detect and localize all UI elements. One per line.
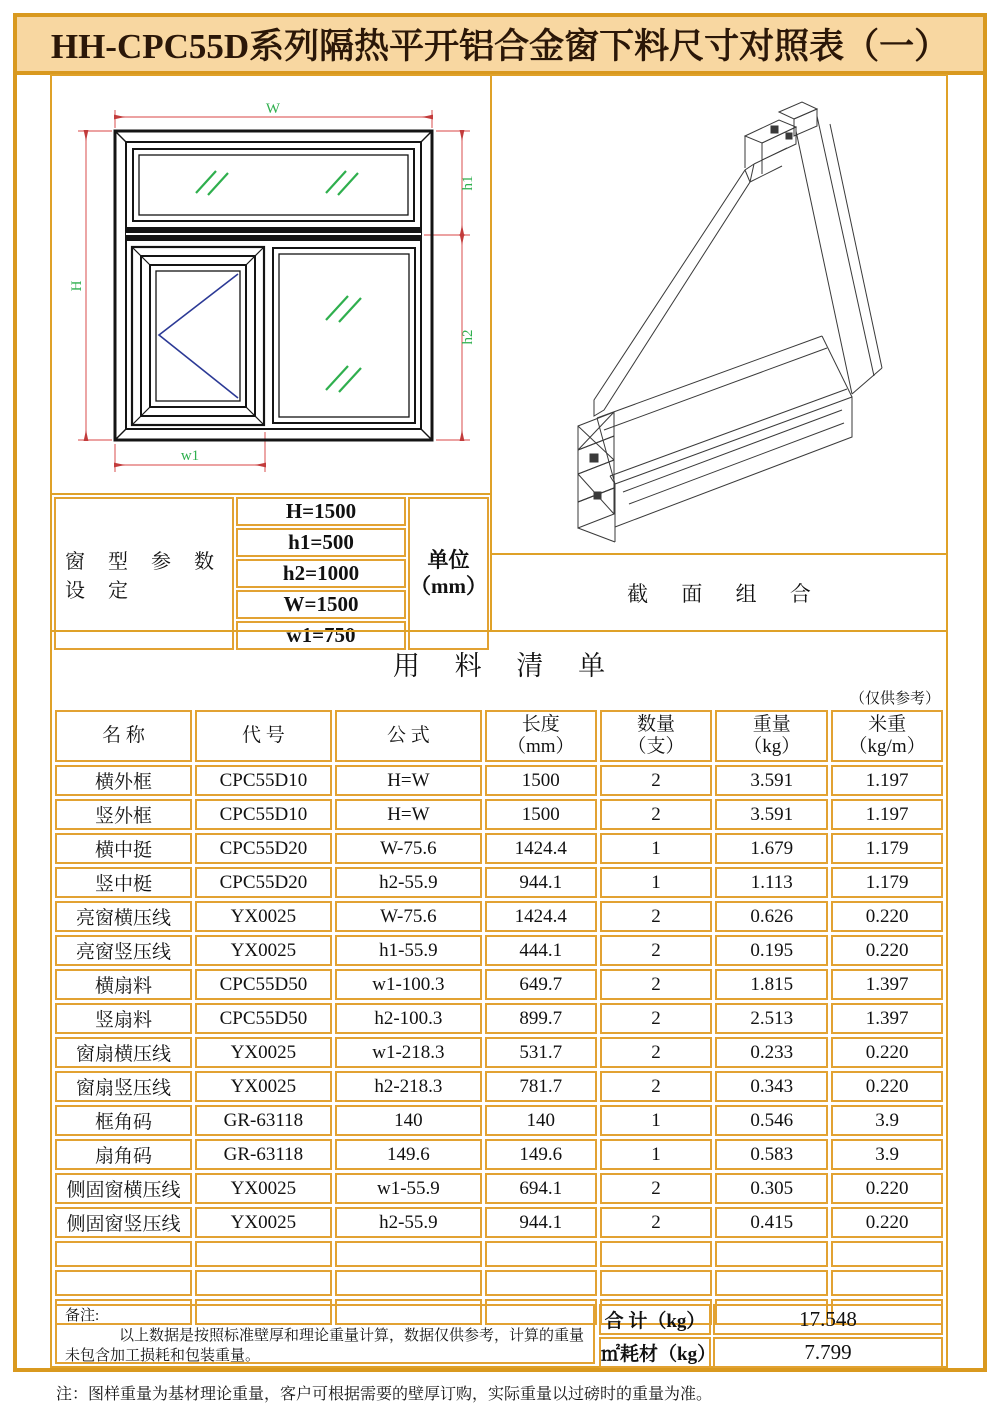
unit-line2: （mm） (410, 573, 487, 598)
table-cell: w1-218.3 (335, 1037, 482, 1068)
bottom-note: 注：图样重量为基材理论重量，客户可根据需要的壁厚订购，实际重量以过磅时的重量为准。 (56, 1386, 713, 1403)
table-row (55, 1173, 943, 1204)
window-diagram-panel (52, 76, 492, 493)
table-cell: 2 (600, 969, 713, 1000)
table-cell: YX0025 (195, 1173, 332, 1204)
table-cell: 0.626 (715, 901, 828, 932)
table-cell: 扇角码 (55, 1139, 192, 1170)
table-cell: 149.6 (485, 1139, 597, 1170)
param-h2: h2=1000 (236, 559, 406, 588)
header-row (55, 710, 943, 762)
total-weight-value: 17.548 (713, 1304, 943, 1335)
table-cell: h2-100.3 (335, 1003, 482, 1034)
table-cell: 1.679 (715, 833, 828, 864)
table-cell: H=W (335, 799, 482, 830)
empty-cell (600, 1241, 713, 1267)
table-row (55, 935, 943, 966)
table-cell: 1424.4 (485, 901, 597, 932)
dim-label-w1: w1 (180, 448, 200, 464)
table-row (55, 1207, 943, 1238)
window-frame (115, 131, 432, 440)
table-cell: 竖外框 (55, 799, 192, 830)
empty-cell (600, 1270, 713, 1296)
column-header: 重量 （kg） (715, 710, 828, 762)
table-cell: 0.195 (715, 935, 828, 966)
params-label: 窗 型 参 数 设 定 (54, 497, 234, 650)
column-header: 公 式 (335, 710, 482, 762)
dim-label-h1: h1 (460, 175, 476, 191)
param-w: W=1500 (236, 590, 406, 619)
title-band (13, 13, 987, 75)
table-cell: 3.9 (831, 1139, 943, 1170)
column-header: 长度 （mm） (485, 710, 597, 762)
table-cell: 亮窗竖压线 (55, 935, 192, 966)
table-row (55, 765, 943, 796)
table-cell: 横中挺 (55, 833, 192, 864)
table-cell: H=W (335, 765, 482, 796)
table-cell: 2 (600, 1207, 713, 1238)
column-header: 代 号 (195, 710, 332, 762)
materials-note: （仅供参考） (849, 691, 940, 707)
table-cell: 3.591 (715, 799, 828, 830)
section-caption: 截 面 组 合 (492, 553, 946, 630)
unit-cell (408, 497, 489, 650)
window-elevation-drawing (52, 76, 490, 493)
empty-cell (55, 1241, 192, 1267)
table-cell: w1-55.9 (335, 1173, 482, 1204)
empty-cell (485, 1270, 597, 1296)
empty-cell (335, 1270, 482, 1296)
empty-cell (195, 1270, 332, 1296)
table-cell: 2 (600, 901, 713, 932)
table-cell: 1.815 (715, 969, 828, 1000)
table-row (55, 1139, 943, 1170)
table-cell: 横扇料 (55, 969, 192, 1000)
empty-cell (831, 1270, 943, 1296)
table-cell: 694.1 (485, 1173, 597, 1204)
materials-table (52, 707, 946, 1328)
table-cell: 0.220 (831, 1173, 943, 1204)
per-sqm-value: 7.799 (713, 1337, 943, 1368)
table-cell: 2 (600, 935, 713, 966)
per-sqm-label: ㎡耗材（kg） (599, 1337, 711, 1368)
table-row (55, 901, 943, 932)
table-cell: 侧固窗竖压线 (55, 1207, 192, 1238)
table-cell: 781.7 (485, 1071, 597, 1102)
total-weight-label: 合 计（kg） (599, 1304, 711, 1335)
empty-cell (831, 1241, 943, 1267)
remark-line1: 以上数据是按照标准壁厚和理论重量计算，数据仅供参考，计算的重量 (119, 1327, 585, 1344)
table-cell: 2 (600, 1071, 713, 1102)
table-cell: 0.220 (831, 1207, 943, 1238)
param-h: H=1500 (236, 497, 406, 526)
window-params-grid (52, 495, 490, 647)
materials-block (52, 630, 946, 1302)
empty-cell (715, 1270, 828, 1296)
table-cell: CPC55D10 (195, 765, 332, 796)
table-cell: YX0025 (195, 901, 332, 932)
empty-row (55, 1270, 943, 1296)
table-cell: 140 (335, 1105, 482, 1136)
param-h1: h1=500 (236, 528, 406, 557)
table-cell: 944.1 (485, 1207, 597, 1238)
table-cell: 0.343 (715, 1071, 828, 1102)
table-cell: 0.415 (715, 1207, 828, 1238)
table-cell: 1.397 (831, 1003, 943, 1034)
table-cell: 1424.4 (485, 833, 597, 864)
table-cell: 1 (600, 867, 713, 898)
table-cell: 0.220 (831, 935, 943, 966)
empty-cell (485, 1241, 597, 1267)
dim-label-h: H (69, 280, 85, 292)
remarks-box (55, 1304, 595, 1364)
table-cell: 0.220 (831, 901, 943, 932)
casement-open-symbol (159, 274, 238, 398)
table-cell: h2-218.3 (335, 1071, 482, 1102)
table-row (55, 799, 943, 830)
table-cell: YX0025 (195, 1207, 332, 1238)
table-row (55, 1105, 943, 1136)
table-cell: 2 (600, 1173, 713, 1204)
table-cell: 横外框 (55, 765, 192, 796)
table-cell: 1.197 (831, 799, 943, 830)
table-cell: 窗扇竖压线 (55, 1071, 192, 1102)
table-cell: 3.9 (831, 1105, 943, 1136)
table-cell: 140 (485, 1105, 597, 1136)
table-cell: CPC55D20 (195, 867, 332, 898)
table-cell: 3.591 (715, 765, 828, 796)
table-cell: 0.233 (715, 1037, 828, 1068)
table-cell: YX0025 (195, 1071, 332, 1102)
table-row (55, 1003, 943, 1034)
page-title: HH-CPC55D系列隔热平开铝合金窗下料尺寸对照表（一） (50, 27, 950, 66)
table-cell: W-75.6 (335, 833, 482, 864)
table-cell: 1.113 (715, 867, 828, 898)
section-assembly-drawing (492, 76, 946, 553)
table-cell: CPC55D50 (195, 969, 332, 1000)
table-cell: 899.7 (485, 1003, 597, 1034)
table-cell: h1-55.9 (335, 935, 482, 966)
dim-label-w: W (265, 101, 281, 117)
empty-cell (55, 1270, 192, 1296)
table-cell: 窗扇横压线 (55, 1037, 192, 1068)
footer-row (52, 1302, 946, 1366)
table-cell: 1.397 (831, 969, 943, 1000)
table-cell: GR-63118 (195, 1139, 332, 1170)
table-cell: 0.583 (715, 1139, 828, 1170)
empty-row (55, 1241, 943, 1267)
table-cell: CPC55D20 (195, 833, 332, 864)
table-cell: 531.7 (485, 1037, 597, 1068)
table-cell: 框角码 (55, 1105, 192, 1136)
table-cell: 1500 (485, 765, 597, 796)
table-row (55, 867, 943, 898)
table-cell: YX0025 (195, 1037, 332, 1068)
empty-cell (195, 1241, 332, 1267)
table-cell: 2 (600, 799, 713, 830)
table-cell: 竖中梃 (55, 867, 192, 898)
table-cell: w1-100.3 (335, 969, 482, 1000)
table-cell: 444.1 (485, 935, 597, 966)
remark-label: 备注: (65, 1308, 100, 1324)
column-header: 名 称 (55, 710, 192, 762)
table-row (55, 969, 943, 1000)
table-cell: 1500 (485, 799, 597, 830)
table-cell: 649.7 (485, 969, 597, 1000)
table-cell: 亮窗横压线 (55, 901, 192, 932)
table-cell: 944.1 (485, 867, 597, 898)
table-cell: 2 (600, 765, 713, 796)
column-header: 数量 （支） (600, 710, 713, 762)
table-row (55, 1037, 943, 1068)
column-header: 米重 （kg/m） (831, 710, 943, 762)
table-cell: YX0025 (195, 935, 332, 966)
table-cell: W-75.6 (335, 901, 482, 932)
content-frame (50, 74, 948, 1368)
table-row (55, 833, 943, 864)
table-cell: 1 (600, 833, 713, 864)
table-cell: 1 (600, 1139, 713, 1170)
table-cell: 0.546 (715, 1105, 828, 1136)
table-cell: 149.6 (335, 1139, 482, 1170)
table-cell: 0.305 (715, 1173, 828, 1204)
table-cell: h2-55.9 (335, 1207, 482, 1238)
table-cell: 2 (600, 1003, 713, 1034)
param-w1: w1=750 (236, 621, 406, 650)
table-cell: CPC55D10 (195, 799, 332, 830)
table-cell: 0.220 (831, 1037, 943, 1068)
totals-grid (597, 1302, 946, 1366)
table-row (55, 1071, 943, 1102)
table-cell: 竖扇料 (55, 1003, 192, 1034)
table-cell: 1.179 (831, 833, 943, 864)
empty-cell (715, 1241, 828, 1267)
table-cell: GR-63118 (195, 1105, 332, 1136)
section-panel (492, 76, 946, 630)
remark-line2: 未包含加工损耗和包装重量。 (65, 1347, 261, 1364)
dim-label-h2: h2 (460, 329, 476, 345)
unit-line1: 单位 (427, 548, 470, 573)
empty-cell (335, 1241, 482, 1267)
table-cell: h2-55.9 (335, 867, 482, 898)
table-cell: 2 (600, 1037, 713, 1068)
table-cell: 侧固窗横压线 (55, 1173, 192, 1204)
table-cell: 1.179 (831, 867, 943, 898)
table-cell: CPC55D50 (195, 1003, 332, 1034)
table-cell: 1.197 (831, 765, 943, 796)
table-cell: 1 (600, 1105, 713, 1136)
window-params-box (52, 493, 492, 647)
materials-title: 用 料 清 单 (392, 651, 620, 681)
table-cell: 2.513 (715, 1003, 828, 1034)
table-cell: 0.220 (831, 1071, 943, 1102)
